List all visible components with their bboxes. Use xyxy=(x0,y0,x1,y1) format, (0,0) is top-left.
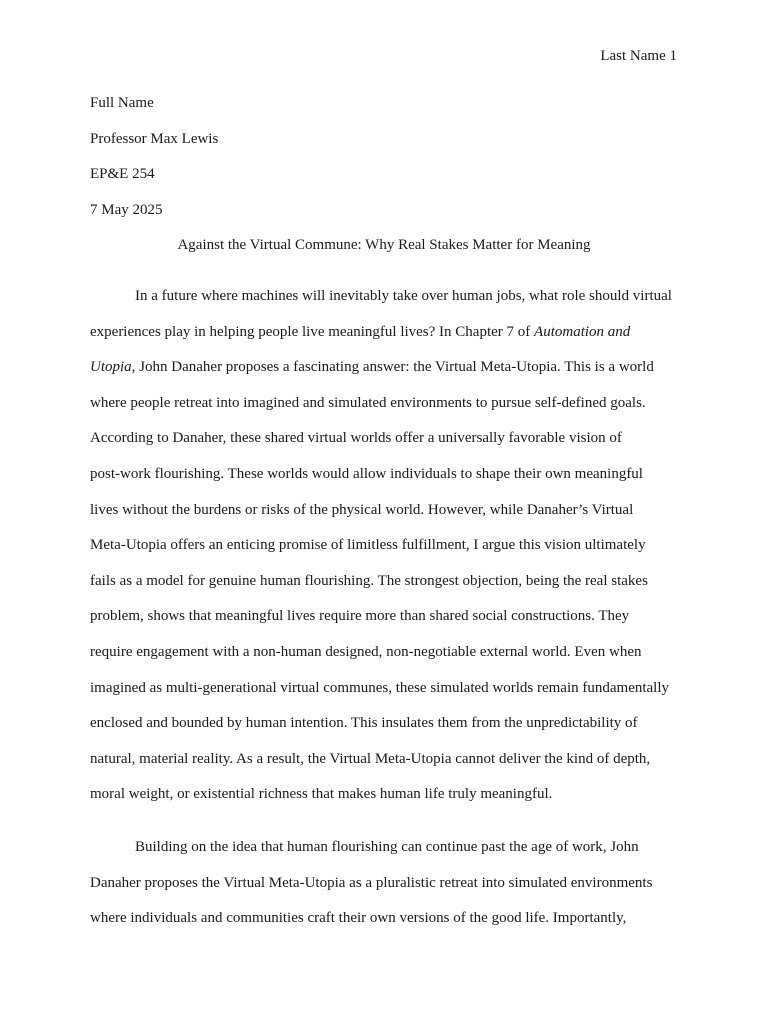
text-line: moral weight, or existential richness that makes human life truly meaningful. xyxy=(90,786,553,803)
essay-title: Against the Virtual Commune: Why Real Stakes Matter for Meaning xyxy=(177,237,591,253)
text-line: Meta-Utopia offers an enticing promise of limitless fulfillment, I argue this vision ultimately xyxy=(90,537,646,554)
text-line: lives without the burdens or risks of the physical world. However, while Danaher’s Virtual xyxy=(90,501,634,518)
paragraph-1 xyxy=(90,286,672,820)
text-line xyxy=(90,357,672,393)
professor-name: Professor Max Lewis xyxy=(90,130,219,147)
text-line: Danaher proposes the Virtual Meta-Utopia as a pluralistic retreat into simulated environments xyxy=(90,874,653,891)
course-code: EP&E 254 xyxy=(90,166,155,182)
text-line xyxy=(90,322,672,358)
paragraph-2 xyxy=(90,837,652,944)
text-line: imagined as multi-generational virtual communes, these simulated worlds remain fundamentally xyxy=(90,679,670,696)
text-span: experiences play in helping people live meaningful lives? In Chapter 7 of xyxy=(90,323,535,340)
running-head: Last Name 1 xyxy=(600,48,677,64)
date-line: 7 May 2025 xyxy=(90,201,163,218)
text-line: fails as a model for genuine human flourishing. The strongest objection, being the real stakes xyxy=(90,572,648,589)
text-line: natural, material reality. As a result, the Virtual Meta-Utopia cannot deliver the kind of depth, xyxy=(90,750,651,767)
student-name: Full Name xyxy=(90,95,154,111)
text-line: where individuals and communities craft their own versions of the good life. Importantly, xyxy=(90,910,627,927)
book-title-italic: Automation and xyxy=(534,323,631,340)
text-line: where people retreat into imagined and simulated environments to pursue self-defined goals. xyxy=(90,394,646,411)
text-line: Building on the idea that human flourishing can continue past the age of work, John xyxy=(135,839,639,855)
text-span: , John Danaher proposes a fascinating answer: the Virtual Meta-Utopia. This is a world xyxy=(131,359,654,376)
mla-header xyxy=(90,93,218,235)
text-line: enclosed and bounded by human intention. This insulates them from the unpredictability of xyxy=(90,715,638,732)
text-line: According to Danaher, these shared virtual worlds offer a universally favorable vision of xyxy=(90,430,622,447)
text-line: In a future where machines will inevitably take over human jobs, what role should virtual xyxy=(135,288,672,304)
text-line: post-work flourishing. These worlds would allow individuals to shape their own meaningful xyxy=(90,465,643,482)
text-line: require engagement with a non-human designed, non-negotiable external world. Even when xyxy=(90,643,642,660)
text-line: problem, shows that meaningful lives require more than shared social constructions. They xyxy=(90,608,630,625)
book-title-italic: Utopia xyxy=(90,359,132,376)
